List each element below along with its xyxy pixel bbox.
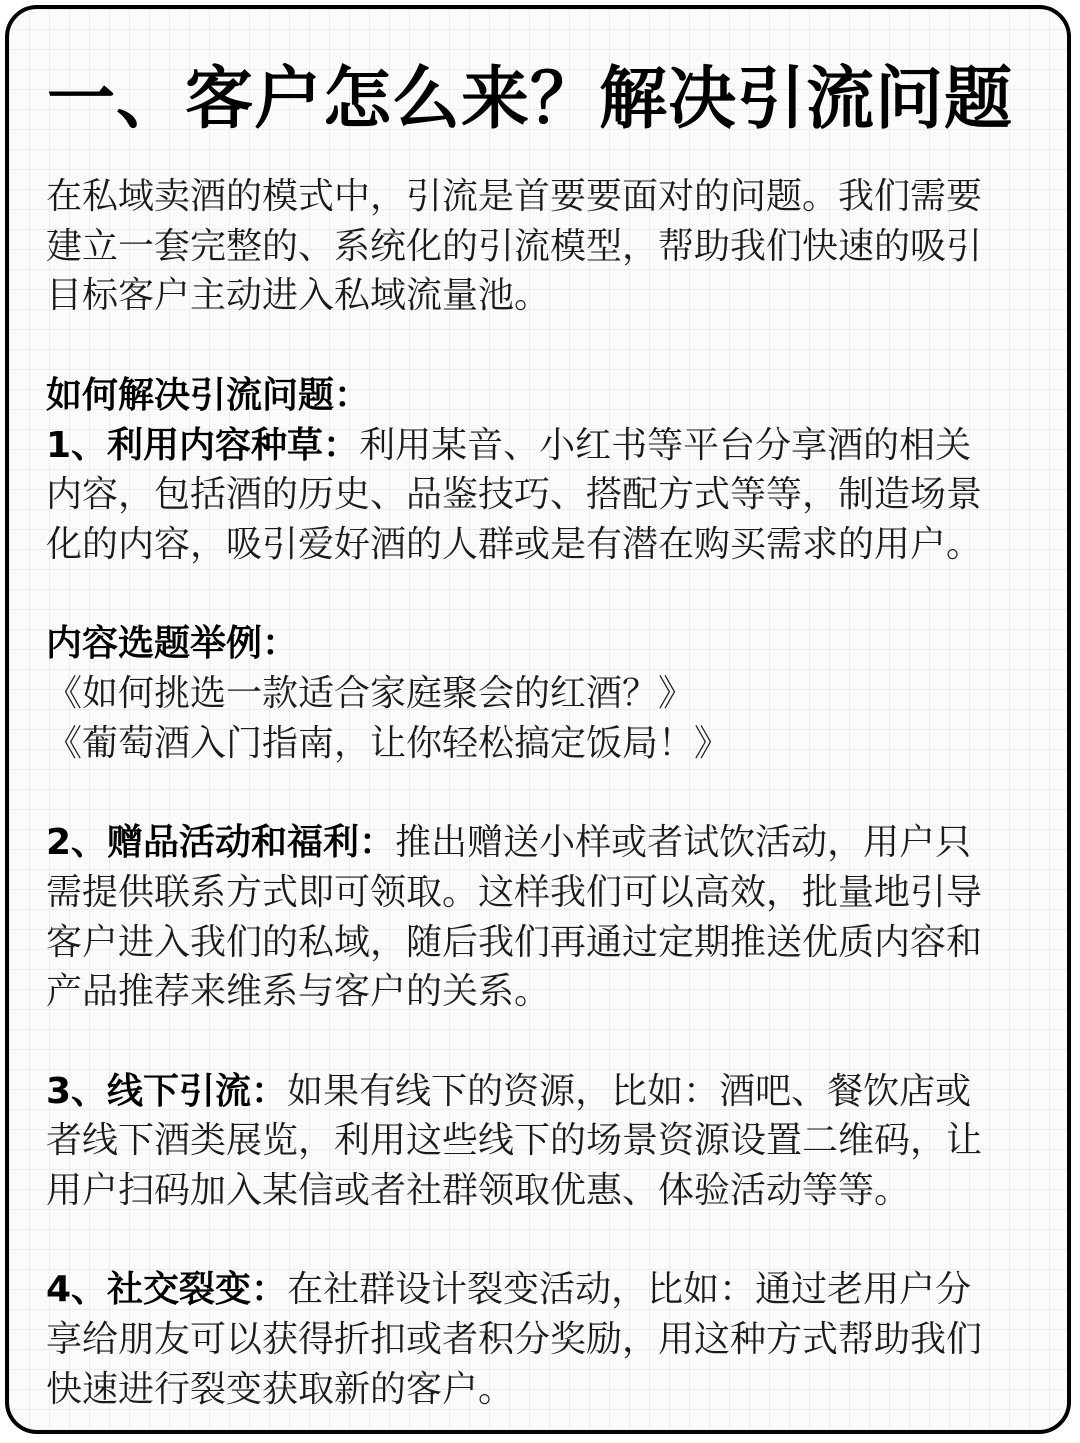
intro-line: 建立一套完整的、系统化的引流模型，帮助我们快速的吸引 [46, 225, 983, 267]
point-3-label: 3、线下引流： [46, 1070, 288, 1112]
spacer [46, 1017, 1046, 1067]
point-2-line: 产品推荐来维系与客户的关系。 [46, 971, 551, 1013]
point-2-line: 客户进入我们的私域，随后我们再通过定期推送优质内容和 [46, 921, 983, 963]
point-3-text: 如果有线下的资源，比如：酒吧、餐饮店或 [287, 1070, 972, 1112]
spacer [46, 768, 1046, 818]
point-4-line: 快速进行裂变获取新的客户。 [46, 1368, 515, 1410]
point-3-line: 用户扫码加入某信或者社群领取优惠、体验活动等等。 [46, 1170, 911, 1211]
topics-heading: 内容选题举例： [46, 623, 299, 665]
point-2-label: 2、赠品活动和福利： [46, 822, 396, 864]
page-title: 一、客户怎么来？解决引流问题 [47, 60, 1014, 139]
point-3-first-line [46, 1067, 1046, 1117]
point-1-line: 化的内容，吸引爱好酒的人群或是有潜在购买需求的用户。 [46, 523, 983, 565]
spacer [46, 570, 1046, 620]
topic-item: 《葡萄酒入门指南，让你轻松搞定饭局！》 [46, 722, 731, 764]
point-1-text: 利用某音、小红书等平台分享酒的相关 [359, 424, 972, 466]
point-1-first-line [46, 421, 1046, 471]
spacer [46, 1216, 1046, 1266]
spacer [46, 321, 1046, 371]
intro-line: 在私域卖酒的模式中，引流是首要要面对的问题。我们需要 [46, 176, 983, 217]
intro-line: 目标客户主动进入私域流量池。 [46, 275, 551, 317]
point-3-line: 者线下酒类展览，利用这些线下的场景资源设置二维码，让 [46, 1120, 983, 1162]
point-2-line: 需提供联系方式即可领取。这样我们可以高效，批量地引导 [46, 871, 983, 913]
point-4-text: 在社群设计裂变活动，比如：通过老用户分 [287, 1269, 972, 1311]
point-4-label: 4、社交裂变： [46, 1269, 288, 1311]
point-1-line: 内容，包括酒的历史、品鉴技巧、搭配方式等等，制造场景 [46, 474, 983, 516]
topic-item: 《如何挑选一款适合家庭聚会的红酒？》 [46, 673, 695, 714]
point-2-first-line [46, 818, 1046, 868]
point-4-line: 享给朋友可以获得折扣或者积分奖励，用这种方式帮助我们 [46, 1319, 983, 1361]
point-1-label: 1、利用内容种草： [46, 424, 360, 466]
article-body [46, 172, 1046, 1415]
section-heading-how: 如何解决引流问题： [46, 374, 371, 416]
article-card [5, 5, 1071, 1434]
point-2-text: 推出赠送小样或者试饮活动，用户只 [395, 822, 972, 864]
point-4-first-line [46, 1265, 1046, 1315]
